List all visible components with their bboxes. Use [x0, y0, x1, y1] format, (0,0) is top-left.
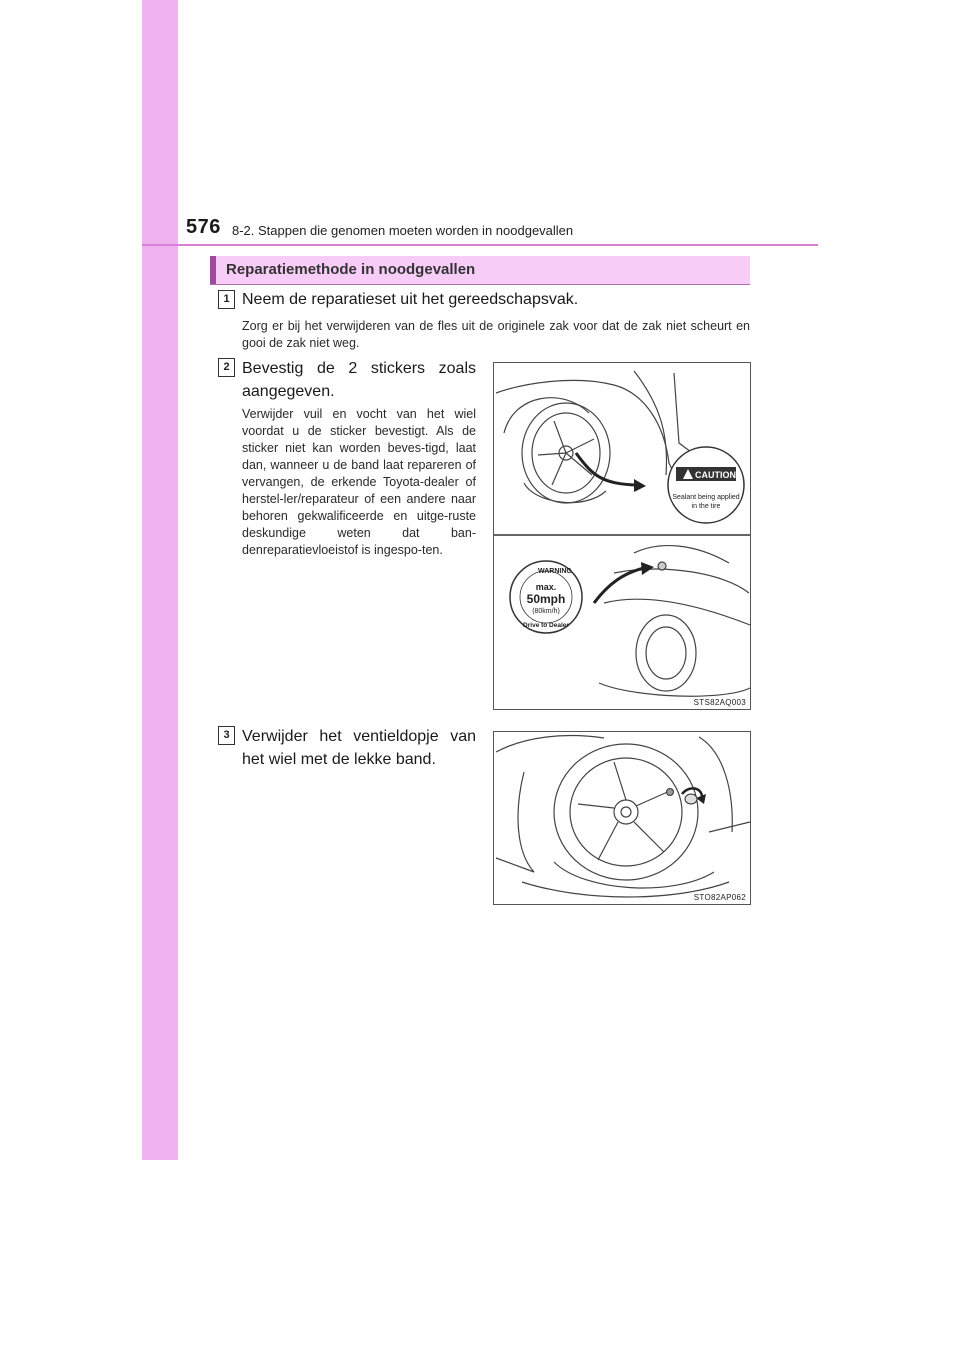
header-divider [142, 244, 818, 246]
section-title: Reparatiemethode in noodgevallen [226, 261, 476, 278]
caution-sticker-line1: Sealant being applied [672, 494, 740, 501]
step-1-note: Zorg er bij het verwijderen van de fles uit de originele zak voor dat de zak niet scheurt en gooi de zak niet weg. [242, 319, 750, 350]
warning-sticker-bottom-arc: Drive to Dealer [523, 622, 569, 629]
sticker-illustration [494, 363, 750, 709]
step-2-note: Verwijder vuil en vocht van het wiel voordat u de sticker bevestigt. Als de sticker niet kan worden beves-tigd, laat dan, wanneer u de band laat repareren of vervangen, de erkende Toyota-dealer of herstel-ler/reparateur of een andere naar behoren gekwalificeerde en uitge-ruste deskundige weten dat ban-denreparatievloeistof is ingespo-ten. [242, 407, 476, 557]
warning-sticker-speed: 50mph [526, 592, 566, 606]
figure-sticker-placement [493, 362, 751, 710]
chapter-title: 8-2. Stappen die genomen moeten worden in noodgevallen [232, 223, 574, 238]
figure-valve-cap-removal [493, 731, 751, 905]
caution-sticker-heading: CAUTION [695, 470, 736, 480]
section-heading [210, 256, 750, 285]
warning-sticker-top-arc: WARNING [538, 568, 572, 575]
figure-1-code: STS82AQ003 [693, 698, 746, 707]
step-3-title: Verwijder het ventieldopje van het wiel met de lekke band. [242, 728, 476, 768]
figure-2-code: STO82AP062 [693, 893, 746, 902]
step-number-3: 3 [218, 726, 235, 745]
chapter-sidebar-tab [142, 0, 178, 1160]
step-2-title: Bevestig de 2 stickers zoals aangegeven. [242, 360, 476, 400]
warning-sticker-speed-alt: (80km/h) [532, 608, 560, 615]
step-1-title: Neem de reparatieset uit het gereedschapsvak. [242, 291, 579, 308]
section-heading-marker [210, 256, 216, 284]
caution-sticker-line2: in the tire [691, 503, 721, 510]
step-number-1: 1 [218, 290, 235, 309]
step-number-2: 2 [218, 358, 235, 377]
valve-cap-illustration [494, 732, 750, 904]
page-number: 576 [186, 216, 221, 238]
warning-sticker-max: max. [535, 582, 557, 592]
